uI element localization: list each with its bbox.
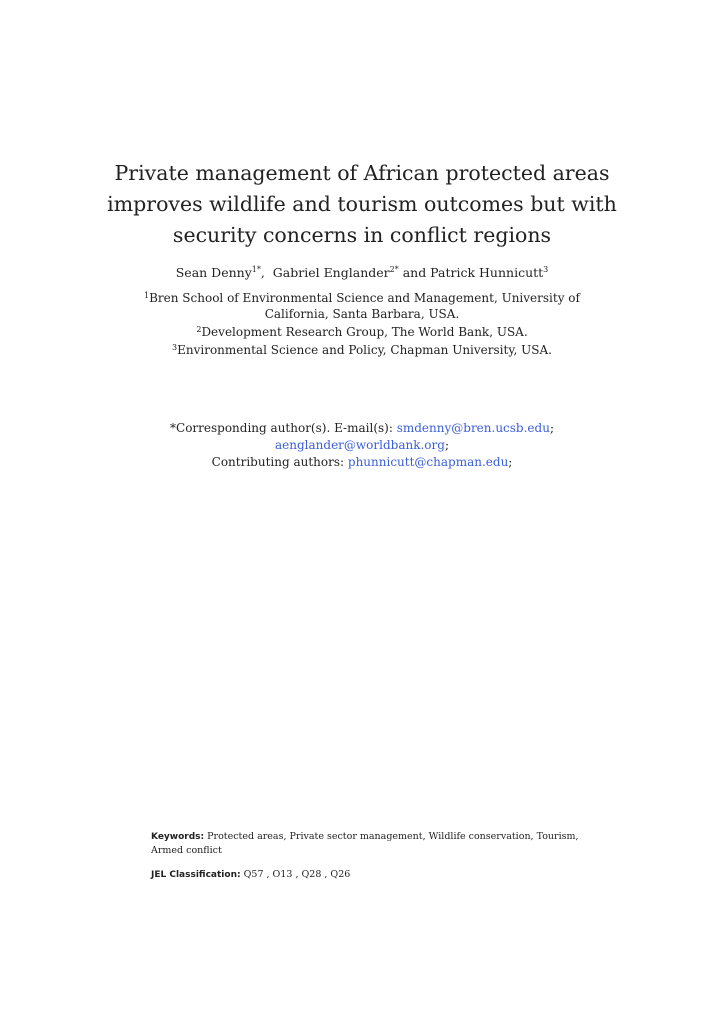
author-name: Gabriel Englander <box>272 265 390 280</box>
affiliation-3 <box>130 342 594 358</box>
author-separator: , <box>260 265 273 280</box>
email-link[interactable]: aenglander@worldbank.org <box>275 438 445 452</box>
affiliation-text: California, Santa Barbara, USA. <box>264 307 460 321</box>
author-affil-marker: 2* <box>389 265 399 274</box>
title-line-2: improves wildlife and tourism outcomes but with <box>107 192 617 216</box>
title-line-3: security concerns in conflict regions <box>172 223 552 247</box>
keywords-text: Protected areas, Private sector management, Wildlife conservation, Tourism, Armed conflict <box>151 831 579 856</box>
paper-title <box>90 158 634 251</box>
author-affil-marker: 3 <box>543 265 549 274</box>
correspondence-block <box>110 420 614 471</box>
separator: ; <box>508 455 513 469</box>
affiliation-1 <box>130 290 594 322</box>
author-list <box>60 264 664 282</box>
jel-codes: Q57 , O13 , Q28 , Q26 <box>240 869 351 880</box>
author-name: Sean Denny <box>175 265 252 280</box>
affiliation-marker: 1 <box>144 291 150 300</box>
author-separator: and <box>398 265 431 280</box>
jel-classification <box>151 868 581 882</box>
affiliation-text: Development Research Group, The World Bank, USA. <box>201 325 528 339</box>
affiliation-text: Bren School of Environmental Science and Management, University of <box>149 291 580 305</box>
affiliation-marker: 3 <box>172 343 178 352</box>
separator: ; <box>549 421 554 435</box>
keywords-label: Keywords: <box>151 832 205 842</box>
jel-label: JEL Classification: <box>151 870 241 880</box>
affiliation-2 <box>130 324 594 340</box>
author-affil-marker: 1* <box>251 265 261 274</box>
contributing-label: Contributing authors: <box>211 455 348 469</box>
author-name: Patrick Hunnicutt <box>430 265 544 280</box>
keywords <box>151 830 581 857</box>
affiliation-list <box>130 290 594 360</box>
email-link[interactable]: smdenny@bren.ucsb.edu <box>396 421 550 435</box>
correspondence-label: *Corresponding author(s). E-mail(s): <box>170 421 397 435</box>
affiliation-marker: 2 <box>196 325 202 334</box>
separator: ; <box>444 438 449 452</box>
affiliation-text: Environmental Science and Policy, Chapman University, USA. <box>177 343 552 357</box>
email-link[interactable]: phunnicutt@chapman.edu <box>347 455 509 469</box>
title-line-1: Private management of African protected areas <box>114 161 610 185</box>
